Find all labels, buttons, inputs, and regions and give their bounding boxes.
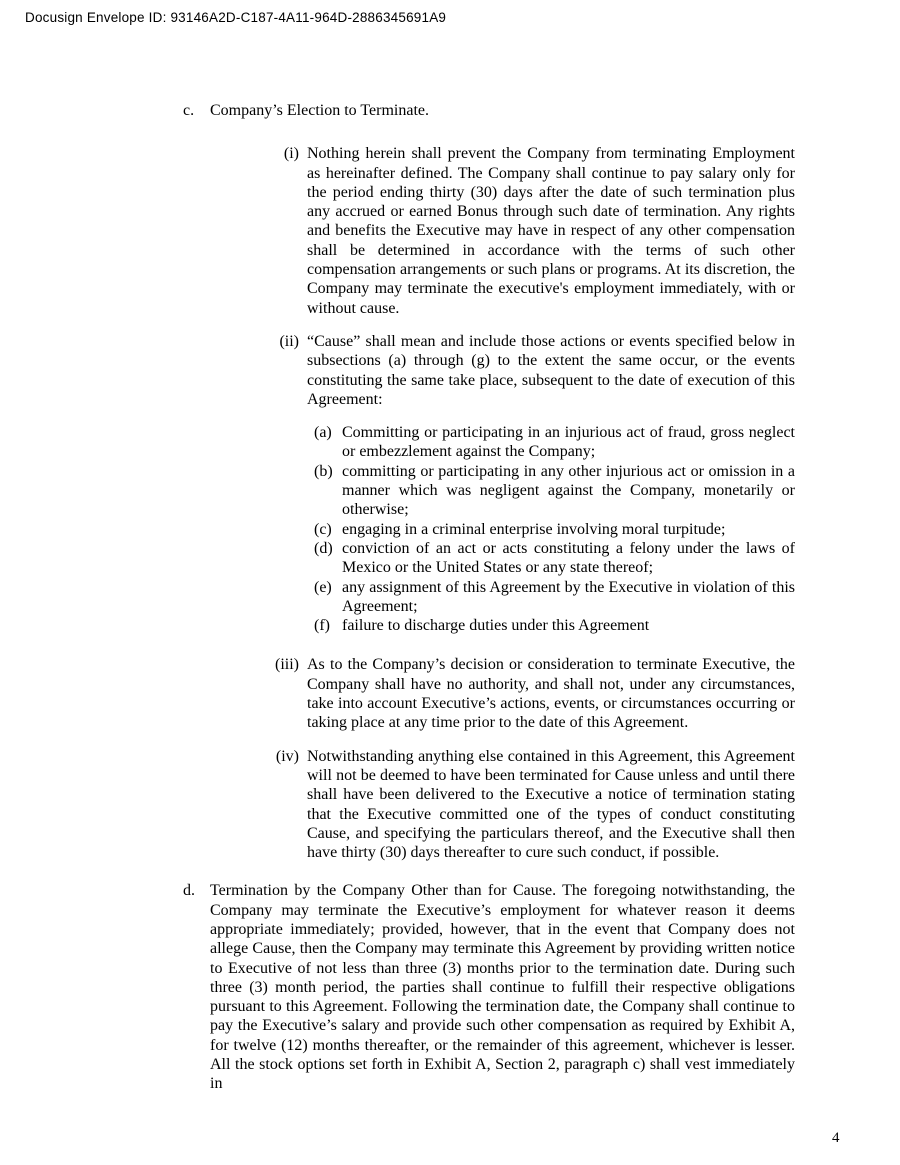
- document-body: [183, 101, 795, 1094]
- cause-item-a-text: Committing or participating in an injurious act of fraud, gross neglect or embezzlement against the Company;: [342, 424, 795, 461]
- page-number: 4: [832, 1130, 840, 1146]
- cause-item-b-text: committing or participating in any other injurious act or omission in a manner which was negligent against the Company, monetarily or otherwise;: [342, 462, 795, 519]
- cause-item-c-label: (c): [314, 520, 332, 538]
- clause-ii-text: “Cause” shall mean and include those actions or events specified below in subsections (a) through (g) to the extent the same occur, or the events constituting the same take place, subsequent to the date of execution of this Agreement:: [307, 332, 795, 408]
- cause-item-e: [210, 578, 795, 617]
- clause-iv-text: Notwithstanding anything else contained in this Agreement, this Agreement will not be deemed to have been terminated for Cause unless and until there shall have been delivered to the Executive a notice of termination stating that the Executive committed one of the types of conduct constituting Cause, and specifying the particulars thereof, and the Executive shall then have thirty (30) days thereafter to cure such conduct, if possible.: [307, 747, 795, 862]
- section-c-heading: Company’s Election to Terminate.: [210, 102, 429, 119]
- cause-item-b: [210, 462, 795, 520]
- cause-item-c-text: engaging in a criminal enterprise involving moral turpitude;: [342, 520, 726, 538]
- clause-iv: [210, 747, 795, 863]
- section-d-text: Termination by the Company Other than for Cause. The foregoing notwithstanding, the Company may terminate the Executive’s employment for whatever reason it deems appropriate immediately; provided, however, that in the event that Company does not allege Cause, then the Company may terminate this Agreement by providing written notice to Executive of not less than three (3) months prior to the termination date. During such three (3) month period, the parties shall continue to fulfill their respective obligations pursuant to this Agreement. Following the termination date, the Company shall continue to pay the Executive’s salary and provide such other compensation as required by Exhibit A, for twelve (12) months thereafter, or the remainder of this agreement, whichever is lesser. All the stock options set forth in Exhibit A, Section 2, paragraph c) shall vest immediately in: [210, 882, 795, 1093]
- clause-i-label: (i): [283, 145, 299, 163]
- cause-item-e-label: (e): [314, 578, 332, 596]
- cause-item-c: [210, 520, 795, 539]
- cause-item-e-text: any assignment of this Agreement by the Executive in violation of this Agreement;: [342, 578, 795, 615]
- cause-sublist: [210, 423, 795, 635]
- clause-iii: [210, 655, 795, 732]
- cause-item-d: [210, 539, 795, 578]
- cause-item-d-label: (d): [314, 539, 333, 557]
- clause-ii-label: (ii): [279, 332, 299, 350]
- clause-i-text: Nothing herein shall prevent the Company from terminating Employment as hereinafter defined. The Company shall continue to pay salary only for the period ending thirty (30) days after the date of such termination plus any accrued or earned Bonus through such date of termination. Any rights and benefits the Executive may have in respect of any other compensation shall be determined in accordance with the terms of such other compensation arrangements or such plans or programs. At its discretion, the Company may terminate the executive's employment immediately, with or without cause.: [307, 145, 795, 317]
- cause-item-d-text: conviction of an act or acts constituting a felony under the laws of Mexico or the United States or any state thereof;: [342, 539, 795, 577]
- clause-i: [210, 144, 795, 318]
- section-c-label: c.: [183, 102, 195, 119]
- section-d: [183, 881, 795, 1093]
- clause-list: [210, 144, 795, 862]
- clause-iii-label: (iii): [275, 656, 299, 674]
- clause-iv-label: (iv): [275, 747, 299, 765]
- cause-item-f-label: (f): [314, 617, 330, 635]
- clause-ii: [210, 332, 795, 409]
- section-c-body: [210, 101, 795, 876]
- cause-item-b-label: (b): [314, 462, 333, 480]
- section-d-label: d.: [183, 882, 195, 900]
- cause-item-a-label: (a): [314, 424, 332, 442]
- section-c: [183, 101, 795, 876]
- docusign-envelope-id: Docusign Envelope ID: 93146A2D-C187-4A11-964D-2886345691A9: [25, 10, 447, 25]
- cause-item-f-text: failure to discharge duties under this Agreement: [342, 617, 650, 635]
- clause-iii-text: As to the Company’s decision or consideration to terminate Executive, the Company shall have no authority, and shall not, under any circumstances, take into account Executive’s actions, events, or circumstances occurring or taking place at any time prior to the date of this Agreement.: [307, 656, 795, 732]
- cause-item-a: [210, 423, 795, 462]
- cause-item-f: [210, 616, 795, 635]
